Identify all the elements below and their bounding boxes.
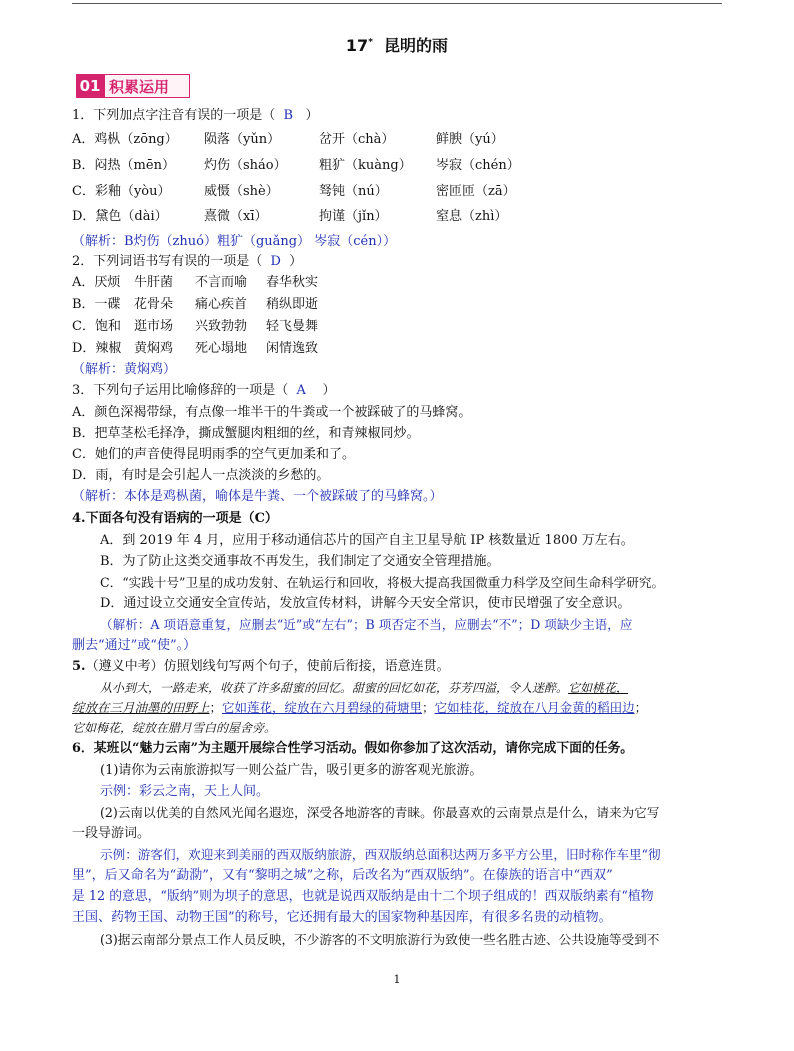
q3-answer: A	[296, 383, 306, 398]
q2-option: 死心塌地	[195, 341, 248, 356]
q2-option: D．辣椒	[72, 341, 122, 356]
q1-option: C．彩釉（yòu）	[72, 184, 171, 199]
q3-option: D．雨，有时是会引起人一点淡淡的乡愁的。	[72, 468, 330, 483]
q6-sub2-answer: 示例：游客们，欢迎来到美丽的西双版纳旅游，西双版纳总面积达两万多平方公里，旧时称作车里“彻	[100, 847, 661, 862]
q5-underlined-sample: 它如桃花，	[568, 681, 629, 695]
q3-option: B．把草茎松毛择净，撕成蟹腿肉粗细的丝，和青辣椒同炒。	[72, 426, 420, 441]
q2-option: 花骨朵	[134, 297, 174, 312]
q2-option: A．厌烦	[72, 275, 121, 290]
q1-analysis: （解析：B灼伤（zhuó）粗犷（guǎng） 岑寂（cén））	[72, 234, 397, 249]
q3-option: C．她们的声音使得昆明雨季的空气更加柔和了。	[72, 447, 355, 462]
page-title	[0, 33, 794, 56]
q5-passage-text: 从小到大，一路走来，收获了许多甜蜜的回忆。甜蜜的回忆如花，芬芳四溢，令人迷醉。	[100, 681, 569, 695]
q3-stem-close: ）	[322, 383, 336, 398]
title-number: 17	[345, 36, 369, 55]
q4-option: C．“实践十号”卫星的成功发射、在轨运行和回收，将极大提高我国微重力科学及空间生命科学研究。	[100, 575, 665, 590]
q1-option: 岔开（chà）	[319, 132, 395, 147]
q4-analysis: （解析：A 项语意重复，应删去“近”或“左右”；B 项否定不当，应删去“不”；D 项缺少主语，应	[100, 617, 633, 632]
q5-answer-2: 它如桂花，绽放在八月金黄的稻田边	[434, 700, 635, 715]
q2-option: C．饱和	[72, 319, 121, 334]
q4-option: A．到 2019 年 4 月，应用于移动通信芯片的国产自主卫星导航 IP 核数量近 1800 万左右。	[100, 533, 634, 548]
q6-stem: 6．某班以“魅力云南”为主题开展综合性学习活动。假如你参加了这次活动，请你完成下面的任务。	[72, 741, 634, 756]
q3-analysis: （解析：本体是鸡枞菌，喻体是牛粪、一个被踩破了的马蜂窝。）	[72, 489, 443, 504]
page-number: 1	[393, 973, 401, 986]
q5-passage-line: 绽放在三月油墨的田野上；它如莲花，绽放在六月碧绿的荷塘里；它如桂花，绽放在八月金黄的稻田边；	[72, 700, 648, 715]
q2-option: B．一碟	[72, 297, 121, 312]
q6-sub2: (2)云南以优美的自然风光闻名遐迩，深受各地游客的青睐。你最喜欢的云南景点是什么，请来为它写	[100, 805, 660, 820]
q1-answer: B	[283, 108, 294, 123]
q5-answer-1: 它如莲花，绽放在六月碧绿的荷塘里	[222, 700, 423, 715]
q5-passage-end: 它如梅花，绽放在腊月雪白的屋舍旁。	[72, 721, 277, 735]
title-asterisk: *	[368, 37, 373, 48]
q2-option: 牛肝菌	[134, 275, 174, 290]
title-text: 昆明的雨	[384, 36, 449, 55]
q1-option: 鲜腴（yú）	[436, 132, 504, 147]
q6-sub2-answer: 是 12 的意思，“版纳”则为坝子的意思，也就是说西双版纳是由十二个坝子组成的！西双版纳素有“植物	[72, 889, 654, 904]
q6-sub1: (1)请你为云南旅游拟写一则公益广告，吸引更多的游客观光旅游。	[100, 763, 483, 778]
q2-option: 黄焖鸡	[134, 341, 174, 356]
q5-passage-line	[100, 679, 628, 697]
q1-option: D．黛色（dài）	[72, 209, 168, 224]
q6-sub2-answer: 王国、药物王国、动物王国”的称号，它还拥有最大的国家物种基因库，有很多名贵的动植物。	[72, 910, 612, 925]
q2-option: 春华秋实	[266, 275, 319, 290]
q2-option: 逛市场	[134, 319, 174, 334]
q1-option: 灼伤（sháo）	[204, 158, 287, 173]
q4-option: D．通过设立交通安全宣传站，发放宣传材料，讲解今天安全常识，使市民增强了安全意识。	[100, 596, 631, 611]
q1-stem-close: ）	[305, 108, 319, 123]
q1-option: A．鸡枞（zōng）	[72, 132, 178, 147]
q3-stem-text: 3．下列句子运用比喻修辞的一项是（	[72, 383, 289, 398]
q1-option: B．闷热（mēn）	[72, 158, 175, 173]
q1-stem-text: 1．下列加点字注音有误的一项是（	[72, 108, 276, 123]
q5-underlined-sample: 绽放在三月油墨的田野上	[72, 700, 210, 715]
q2-stem	[72, 253, 302, 271]
q2-analysis: （解析：黄焖鸡）	[72, 362, 177, 377]
q5-number: 5.	[72, 659, 86, 674]
q6-sub3: (3)据云南部分景点工作人员反映，不少游客的不文明旅游行为致使一些名胜古迹、公共设施等受到不	[100, 932, 660, 947]
q6-sub2-cont: 一段导游词。	[72, 826, 151, 841]
q5-separator: ；	[422, 700, 435, 715]
q1-option: 威慑（shè）	[204, 184, 279, 199]
q6-sub1-answer: 示例：彩云之南，天上人间。	[100, 784, 270, 799]
q2-option: 闲情逸致	[266, 341, 319, 356]
section-number: 01	[76, 74, 104, 98]
q1-option: 熹微（xī）	[204, 209, 268, 224]
header-rule	[72, 3, 722, 4]
q2-option: 兴致勃勃	[195, 319, 248, 334]
q6-sub2-answer: 里”，后又命名为“勐泐”，又有“黎明之城”之称，后改名为“西双版纳”。在傣族的语言中“西双”	[72, 868, 613, 883]
section-badge	[76, 74, 190, 98]
q2-option: 痛心疾首	[195, 297, 248, 312]
q2-answer: D	[270, 254, 281, 269]
q1-option: 粗犷（kuàng）	[319, 158, 412, 173]
q3-option: A．颜色深褐带绿，有点像一堆半干的牛粪或一个被踩破了的马蜂窝。	[72, 405, 472, 420]
q1-stem	[72, 107, 319, 125]
q3-stem	[72, 382, 335, 400]
q1-option: 窒息（zhì）	[436, 209, 508, 224]
q1-option: 陨落（yǔn）	[204, 132, 281, 147]
q2-option: 轻飞曼舞	[266, 319, 319, 334]
q2-stem-close: ）	[289, 254, 303, 269]
q1-option: 密匝匝（zā）	[436, 184, 516, 199]
q4-stem: 4.下面各句没有语病的一项是（C）	[72, 511, 278, 526]
section-label: 积累运用	[104, 74, 190, 98]
q2-option: 不言而喻	[195, 275, 248, 290]
q5-stem	[72, 658, 450, 676]
q5-stem-text: （遵义中考）仿照划线句写两个句子，使前后衔接，语意连贯。	[85, 659, 450, 674]
q1-option: 拘谨（jǐn）	[319, 209, 388, 224]
q4-analysis-cont: 删去“通过”或“使”。）	[72, 638, 197, 653]
q5-separator: ；	[209, 700, 223, 715]
q2-option: 稍纵即逝	[266, 297, 319, 312]
q1-option: 岑寂（chén）	[436, 158, 520, 173]
q2-stem-text: 2．下列词语书写有误的一项是（	[72, 254, 263, 269]
q4-option: B．为了防止这类交通事故不再发生，我们制定了交通安全管理措施。	[100, 554, 500, 569]
q1-option: 驽钝（nú）	[319, 184, 388, 199]
